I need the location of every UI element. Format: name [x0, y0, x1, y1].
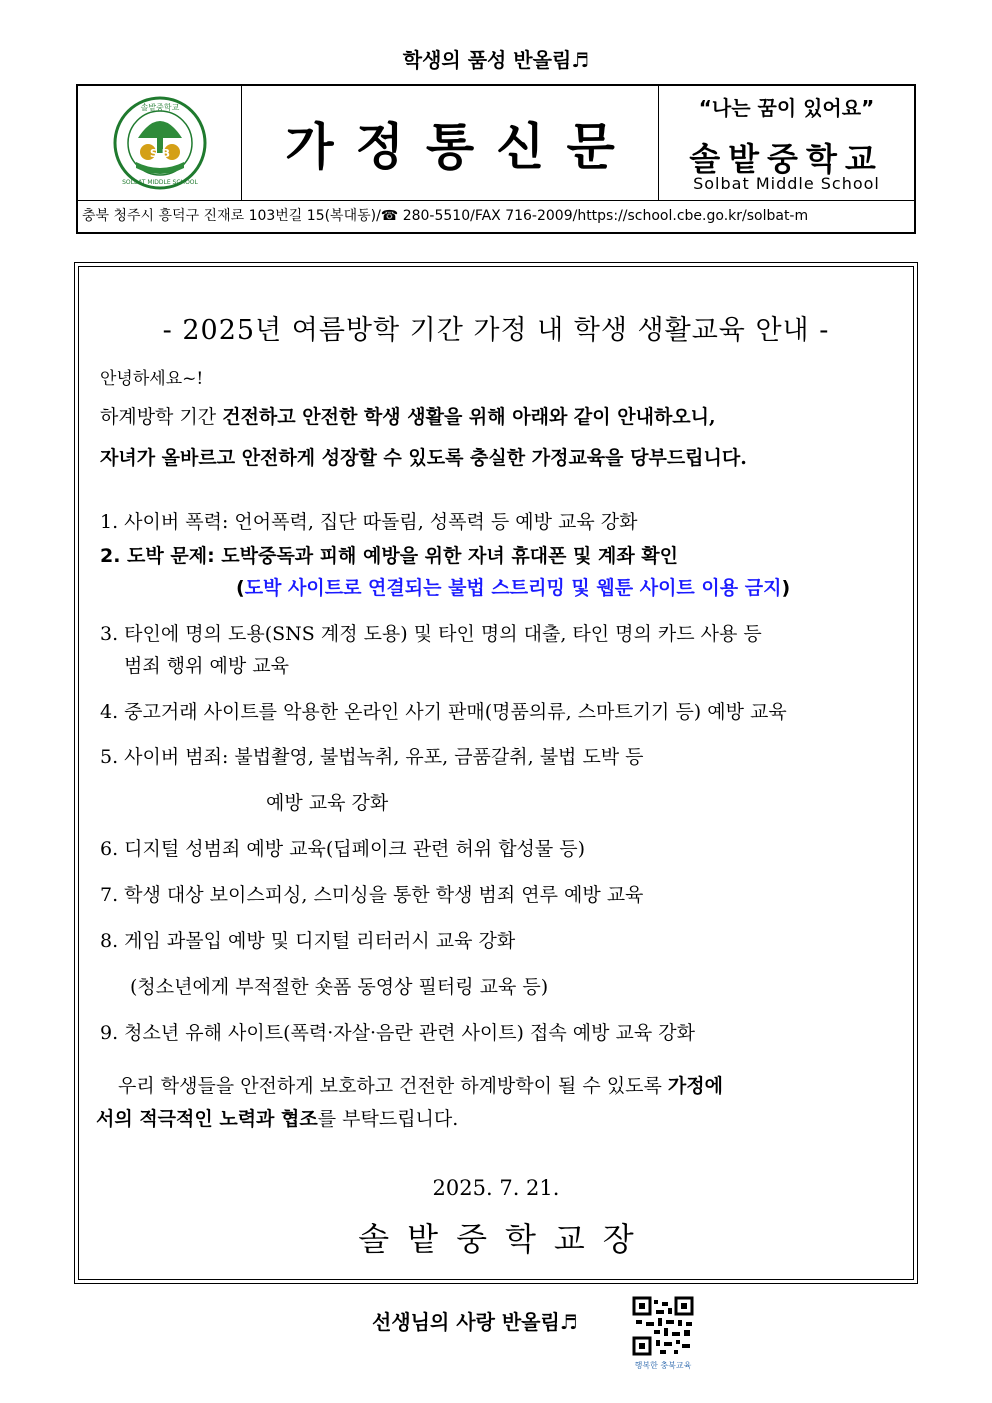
list-item-2-sub: (도박 사이트로 연결되는 불법 스트리밍 및 웹툰 사이트 이용 금지) — [236, 577, 791, 599]
letterhead — [76, 84, 916, 234]
school-name-en: Solbat Middle School — [693, 174, 880, 193]
logo-bottom-text: SOLBAT MIDDLE SCHOOL — [122, 179, 198, 186]
school-info-cell — [659, 86, 914, 200]
top-slogan: 학생의 품성 반올림♬ — [402, 48, 590, 72]
list-item-9: 9. 청소년 유해 사이트(폭력·자살·음란 관련 사이트) 접속 예방 교육 강화 — [100, 1022, 695, 1044]
school-logo-cell — [78, 86, 242, 200]
list-item-2: 2. 도박 문제: 도박중독과 피해 예방을 위한 자녀 휴대폰 및 계좌 확인 — [100, 545, 679, 567]
list-item-5b: 예방 교육 강화 — [266, 792, 389, 814]
list-item-8a: 8. 게임 과몰입 예방 및 디지털 리터러시 교육 강화 — [100, 930, 516, 952]
list-item-3a: 3. 타인에 명의 도용(SNS 계정 도용) 및 타인 명의 대출, 타인 명의 카드 사용 등 — [100, 623, 762, 645]
school-name-ko: 솔밭중학교 — [689, 140, 884, 178]
intro-line-1 — [100, 402, 716, 429]
closing-bold-1: 가정에 — [667, 1075, 723, 1097]
school-motto: “나는 꿈이 있어요” — [698, 96, 875, 120]
list-item-3b: 범죄 행위 예방 교육 — [124, 655, 289, 677]
letter-title: 가정통신문 — [285, 118, 637, 176]
qr-caption: 행복한 충북교육 — [634, 1361, 692, 1370]
letter-title-cell — [242, 86, 659, 200]
closing-suffix: 를 부탁드립니다. — [317, 1108, 459, 1130]
list-item-4: 4. 중고거래 사이트를 악용한 온라인 사기 판매(명품의류, 스마트기기 등) 예방 교육 — [100, 701, 787, 723]
list-item-2-sub-text: 도박 사이트로 연결되는 불법 스트리밍 및 웹툰 사이트 이용 금지 — [244, 577, 782, 599]
closing-line-2 — [96, 1104, 458, 1131]
intro-line-2: 자녀가 올바르고 안전하게 성장할 수 있도록 충실한 가정교육을 당부드립니다. — [100, 447, 747, 469]
bottom-slogan: 선생님의 사랑 반올림♬ — [372, 1310, 578, 1334]
list-item-5a: 5. 사이버 범죄: 불법촬영, 불법녹취, 유포, 금품갈취, 불법 도박 등 — [100, 746, 644, 768]
school-logo — [78, 86, 242, 200]
qr-code-icon — [632, 1296, 694, 1356]
logo-top-text: 솔밭중학교 — [140, 103, 180, 112]
closing-prefix: 우리 학생들을 안전하게 보호하고 건전한 하계방학이 될 수 있도록 — [118, 1075, 668, 1097]
intro-bold: 건전하고 안전한 학생 생활을 위해 아래와 같이 안내하오니, — [222, 406, 716, 428]
principal-signature: 솔밭중학교장 — [358, 1220, 652, 1258]
list-item-7: 7. 학생 대상 보이스피싱, 스미싱을 통한 학생 범죄 연루 예방 교육 — [100, 884, 644, 906]
list-item-8b: (청소년에게 부적절한 숏폼 동영상 필터링 교육 등) — [130, 976, 549, 998]
notice-title: - 2025년 여름방학 기간 가정 내 학생 생활교육 안내 - — [162, 315, 830, 346]
qr-code-block[interactable] — [632, 1296, 694, 1368]
greeting: 안녕하세요~! — [100, 369, 204, 389]
list-item-6: 6. 디지털 성범죄 예방 교육(딥페이크 관련 허위 합성물 등) — [100, 838, 586, 860]
notice-date: 2025. 7. 21. — [432, 1176, 560, 1200]
logo-letters: S B — [149, 147, 171, 160]
closing-line-1 — [118, 1071, 723, 1098]
intro-prefix: 하계방학 기간 — [100, 406, 223, 428]
closing-bold-2: 서의 적극적인 노력과 협조 — [96, 1108, 318, 1130]
list-item-1: 1. 사이버 폭력: 언어폭력, 집단 따돌림, 성폭력 등 예방 교육 강화 — [100, 511, 638, 533]
school-address: 충북 청주시 흥덕구 진재로 103번길 15(복대동)/☎ 280-5510/FAX 716-2009/https://school.cbe.go.kr/solbat-m — [78, 200, 914, 232]
